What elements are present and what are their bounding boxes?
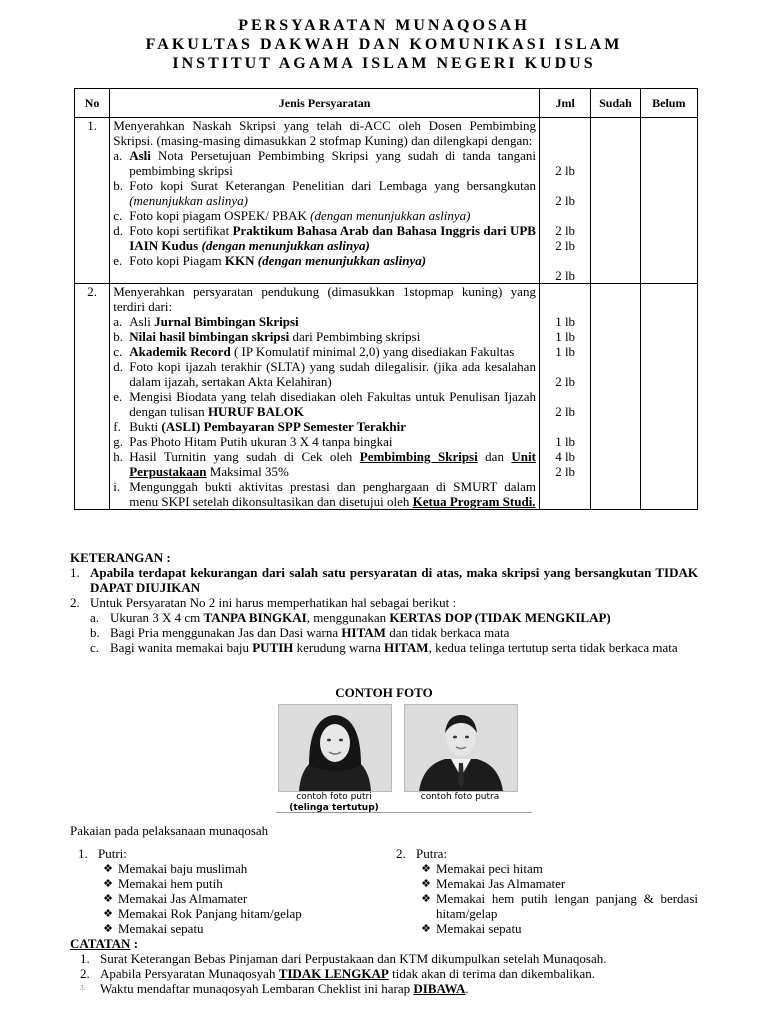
header-belum: Belum [640, 89, 697, 118]
row-belum-checkbox[interactable] [640, 284, 697, 510]
item-bold: TANPA BINGKAI [203, 610, 307, 625]
item-text: ( IP Komulatif minimal 2,0) yang disediakan Fakultas [230, 344, 515, 359]
jml-value: 2 lb [555, 268, 576, 283]
item-bold: KKN [224, 253, 255, 268]
putra-dress-code [396, 846, 698, 936]
list-item: ❖ Memakai hem putih [98, 876, 368, 891]
diamond-bullet-icon: ❖ [103, 862, 113, 875]
list-item [113, 359, 536, 389]
item-text: tidak akan di terima dan dikembalikan. [388, 966, 595, 981]
list-item: ❖ Memakai peci hitam [416, 861, 698, 876]
putri-label: Putri: [98, 846, 127, 861]
diamond-bullet-icon: ❖ [103, 877, 113, 890]
row-number: 1. [75, 118, 110, 284]
item-text: Bukti [129, 419, 162, 434]
item-bold: HITAM [384, 640, 429, 655]
item-number: 3. [80, 984, 86, 992]
list-item [70, 951, 710, 966]
list-item [113, 329, 536, 344]
diamond-bullet-icon: ❖ [421, 877, 431, 890]
jml-value: 1 lb [555, 329, 576, 344]
item-text: kerudung warna [293, 640, 385, 655]
item-text: Hasil Turnitin yang sudah di Cek oleh [129, 449, 360, 464]
header-sudah: Sudah [591, 89, 640, 118]
header-jml: Jml [539, 89, 590, 118]
item-text: Bagi wanita memakai baju [110, 640, 253, 655]
item-text: . [465, 981, 469, 996]
table-row [75, 284, 698, 510]
item-letter: e. [113, 389, 123, 404]
item-text: Asli [129, 314, 155, 329]
item-letter: g. [113, 434, 123, 449]
item-italic: (menunjukkan aslinya) [129, 193, 248, 208]
pakaian-title: Pakaian pada pelaksanaan munaqosah [70, 823, 269, 838]
list-item [113, 253, 536, 268]
item-text: Apabila terdapat kekurangan dari salah satu persyaratan di atas, maka skripsi yang bersangkutan TIDAK DAPAT DIUJIKAN [90, 565, 698, 595]
item-italic: (dengan menunjukkan aslinya) [310, 208, 471, 223]
item-letter: h. [113, 449, 123, 464]
item-text: Surat Keterangan Bebas Pinjaman dari Perpustakaan dan KTM dikumpulkan setelah Munaqosah. [100, 951, 607, 966]
catatan-title: CATATAN [70, 936, 131, 951]
male-photo-caption: contoh foto putra [420, 792, 500, 802]
item-bold: HURUF BALOK [207, 404, 304, 419]
list-item: ❖ Memakai sepatu [416, 921, 698, 936]
jml-value: 2 lb [555, 374, 576, 389]
row-intro: Menyerahkan persyaratan pendukung (dimasukkan 1stopmap kuning) yang terdiri dari: [113, 284, 536, 314]
row-requirements [110, 118, 540, 284]
list-item: ❖ Memakai baju muslimah [98, 861, 368, 876]
row-belum-checkbox[interactable] [640, 118, 697, 284]
item-text: Mengunggah bukti aktivitas prestasi dan penghargaan di SMURT dalam menu SKPI setelah dikonsultasikan dan disetujui oleh [129, 479, 536, 509]
item-bold: Nilai hasil bimbingan skripsi [129, 329, 290, 344]
list-item [113, 223, 536, 253]
list-item [90, 640, 698, 655]
catatan-colon: : [130, 936, 139, 951]
list-item: ❖ Memakai Jas Almamater [98, 891, 368, 906]
item-letter: e. [113, 253, 123, 268]
item-text: dan tidak berkaca mata [385, 625, 510, 640]
item-number: 2. [396, 846, 406, 861]
item-bold: Akademik Record [129, 344, 231, 359]
item-bold: KERTAS DOP (TIDAK MENGKILAP) [389, 610, 611, 625]
row-jml [539, 118, 590, 284]
item-letter: c. [113, 344, 123, 359]
item-text: Untuk Persyaratan No 2 ini harus memperhatikan hal sebagai berikut : [90, 595, 457, 610]
item-letter: a. [113, 314, 123, 329]
item-text: Maksimal 35% [206, 464, 289, 479]
header-title-1: PERSYARATAN MUNAQOSAH [238, 17, 530, 34]
row-intro: Menyerahkan Naskah Skripsi yang telah di-ACC oleh Dosen Pembimbing Skripsi. (masing-masing dimasukkan 2 stofmap Kuning) dan dilengkapi dengan: [113, 118, 536, 148]
jml-value: 2 lb [555, 193, 576, 208]
item-letter: b. [113, 178, 123, 193]
header-title-2: FAKULTAS DAKWAH DAN KOMUNIKASI ISLAM [145, 36, 623, 53]
list-item [113, 148, 536, 178]
item-text: Bagi Pria menggunakan Jas dan Dasi warna [110, 625, 342, 640]
item-text: Foto kopi ijazah terakhir (SLTA) yang sudah dilegalisir. (jika ada kesalahan dalam ijazah, sertakan Akta Kelahiran) [129, 359, 536, 389]
item-bold-underline: Ketua Program Studi. [412, 494, 536, 509]
putri-dress-code [78, 846, 368, 936]
item-number: 2. [80, 966, 90, 981]
diamond-bullet-icon: ❖ [421, 922, 431, 935]
item-bold: (ASLI) Pembayaran SPP Semester Terakhir [161, 419, 406, 434]
female-photo-image [278, 704, 392, 792]
list-item [90, 625, 698, 640]
item-bold-underline: Unit Perpustakaan [129, 449, 536, 479]
item-letter: c. [113, 208, 123, 223]
item-text: Foto kopi Piagam [129, 253, 225, 268]
male-photo-image [404, 704, 518, 792]
example-photos [276, 704, 516, 814]
list-item [70, 565, 698, 595]
putra-label: Putra: [416, 846, 448, 861]
female-photo-caption: contoh foto putri [296, 792, 372, 802]
keterangan-title: KETERANGAN : [70, 550, 171, 565]
item-text: Waktu mendaftar munaqosyah Lembaran Cheklist ini harap [100, 981, 414, 996]
photo-section-title: CONTOH FOTO [335, 685, 433, 700]
list-item [113, 344, 536, 359]
list-item [113, 208, 536, 223]
item-letter: a. [90, 610, 100, 625]
list-item: ❖ Memakai Jas Almamater [416, 876, 698, 891]
female-photo-caption-note: (telinga tertutup) [289, 803, 379, 813]
list-item [113, 178, 536, 208]
item-text: Ukuran 3 X 4 cm [110, 610, 204, 625]
photo-divider [276, 812, 532, 813]
item-bold: Jurnal Bimbingan Skripsi [154, 314, 299, 329]
list-item [113, 419, 536, 434]
jml-value: 2 lb [555, 223, 576, 238]
header-jenis: Jenis Persyaratan [110, 89, 540, 118]
list-item [113, 449, 536, 479]
row-sudah-checkbox[interactable] [591, 118, 640, 284]
requirements-table [74, 88, 698, 510]
diamond-bullet-icon: ❖ [421, 862, 431, 875]
list-item [113, 314, 536, 329]
diamond-bullet-icon: ❖ [103, 907, 113, 920]
jml-value: 2 lb [555, 404, 576, 419]
list-item: ❖ Memakai sepatu [98, 921, 368, 936]
document-header [0, 16, 768, 73]
list-item [113, 479, 536, 509]
jml-value: 1 lb [555, 344, 576, 359]
item-bold-italic: (dengan menunjukkan aslinya) [198, 238, 370, 253]
item-letter: d. [113, 359, 123, 374]
header-title-3: INSTITUT AGAMA ISLAM NEGERI KUDUS [172, 55, 596, 72]
list-item: ❖ Memakai Rok Panjang hitam/gelap [98, 906, 368, 921]
item-bold: Asli [129, 148, 151, 163]
item-text: dan [477, 449, 512, 464]
row-requirements [110, 284, 540, 510]
item-text: dari Pembimbing skripsi [289, 329, 421, 344]
item-bold: PUTIH [252, 640, 294, 655]
jml-value: 2 lb [555, 238, 576, 253]
item-bold: Praktikum Bahasa Arab dan Bahasa Inggris dari UPB IAIN Kudus [129, 223, 536, 253]
catatan-section [70, 936, 710, 996]
item-number: 1. [80, 951, 90, 966]
row-sudah-checkbox[interactable] [591, 284, 640, 510]
list-item [70, 966, 710, 981]
item-letter: c. [90, 640, 100, 655]
item-bold-underline: TIDAK LENGKAP [278, 966, 389, 981]
item-number: 1. [78, 846, 88, 861]
item-bold-italic: (dengan menunjukkan aslinya) [254, 253, 427, 268]
row-number: 2. [75, 284, 110, 510]
jml-value: 2 lb [555, 464, 576, 479]
list-item [70, 981, 710, 996]
item-letter: f. [113, 419, 121, 434]
item-bold: HITAM [341, 625, 386, 640]
keterangan-section [70, 550, 698, 655]
item-number: 1. [70, 565, 80, 580]
diamond-bullet-icon: ❖ [103, 922, 113, 935]
header-no: No [75, 89, 110, 118]
list-item [90, 610, 698, 625]
item-text: Pas Photo Hitam Putih ukuran 3 X 4 tanpa bingkai [129, 434, 393, 449]
item-text: , kedua telinga tertutup serta tidak berkaca mata [428, 640, 678, 655]
item-text: Apabila Persyaratan Munaqosyah [100, 966, 279, 981]
item-text: Nota Persetujuan Pembimbing Skripsi yang sudah di tanda tangani pembimbing skripsi [129, 148, 536, 178]
item-text: Mengisi Biodata yang telah disediakan oleh Fakultas untuk Penulisan Ijazah dengan tulisan [129, 389, 536, 419]
item-letter: d. [113, 223, 123, 238]
jml-value: 1 lb [555, 314, 576, 329]
item-letter: i. [113, 479, 121, 494]
diamond-bullet-icon: ❖ [421, 892, 431, 905]
jml-value: 4 lb [555, 449, 576, 464]
item-bold-underline: Pembimbing Skripsi [359, 449, 478, 464]
item-letter: b. [90, 625, 100, 640]
list-item [113, 434, 536, 449]
item-bold-underline: DIBAWA [413, 981, 466, 996]
item-letter: a. [113, 148, 123, 163]
item-text: Foto kopi piagam OSPEK/ PBAK [129, 208, 311, 223]
list-item [113, 389, 536, 419]
item-letter: b. [113, 329, 123, 344]
item-text: Foto kopi sertifikat [129, 223, 233, 238]
item-number: 2. [70, 595, 80, 610]
diamond-bullet-icon: ❖ [103, 892, 113, 905]
jml-value: 2 lb [555, 163, 576, 178]
list-item: ❖ Memakai hem putih lengan panjang & berdasi hitam/gelap [416, 891, 698, 921]
jml-value: 1 lb [555, 434, 576, 449]
item-text: , menggunakan [306, 610, 390, 625]
table-header-row [75, 89, 698, 118]
item-text: Foto kopi Surat Keterangan Penelitian dari Lembaga yang bersangkutan [129, 178, 536, 193]
table-row [75, 118, 698, 284]
list-item [70, 595, 698, 610]
row-jml [539, 284, 590, 510]
